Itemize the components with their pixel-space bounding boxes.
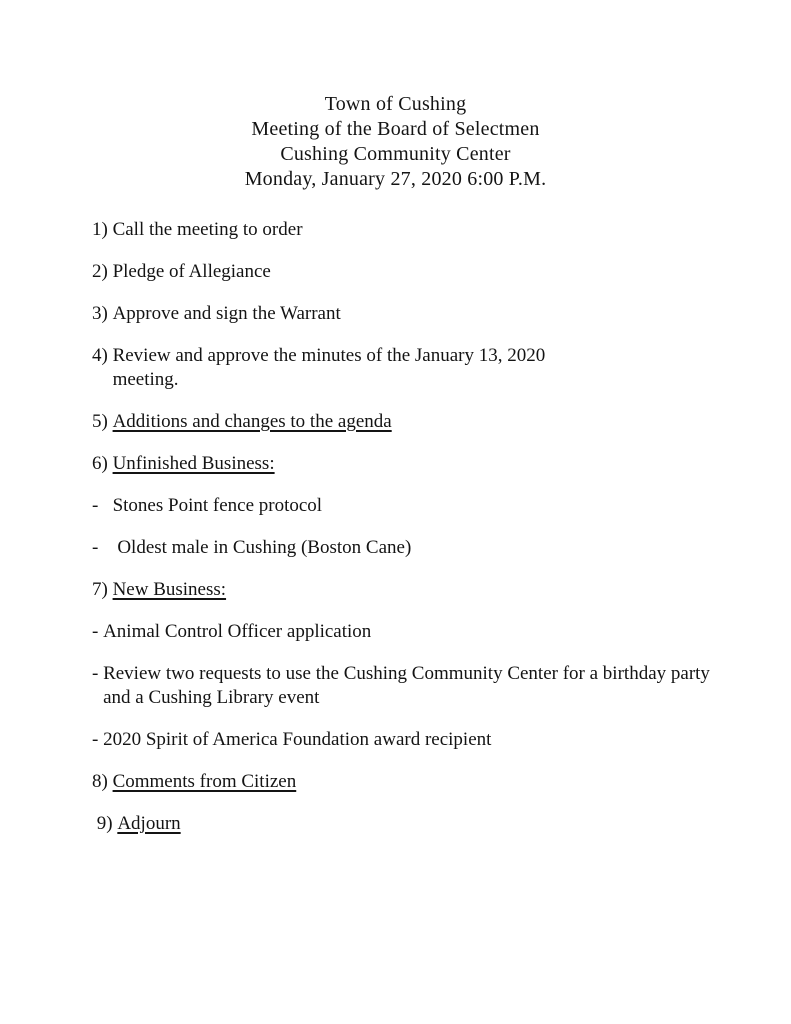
agenda-item-text xyxy=(117,812,743,836)
agenda-item-text xyxy=(113,494,743,518)
agenda-item-text xyxy=(113,578,743,602)
agenda-item-line: Oldest male in Cushing (Boston Cane) xyxy=(117,537,412,558)
agenda-item-marker: - xyxy=(92,495,113,516)
agenda-item xyxy=(92,620,743,644)
agenda-item-text xyxy=(113,218,743,242)
agenda-item-line: and a Cushing Library event xyxy=(103,687,320,708)
header-location: Cushing Community Center xyxy=(280,143,511,165)
agenda-item-line: Stones Point fence protocol xyxy=(112,495,323,516)
agenda-item xyxy=(92,260,743,284)
agenda-item-marker: 6) xyxy=(92,453,113,474)
agenda-item-marker: 8) xyxy=(92,771,113,792)
agenda-item-line: Adjourn xyxy=(117,813,181,834)
header-datetime: Monday, January 27, 2020 6:00 P.M. xyxy=(244,168,547,190)
agenda-item-marker: 9) xyxy=(92,813,118,834)
agenda-item-marker: - xyxy=(92,729,104,750)
agenda-item-text xyxy=(113,770,743,794)
agenda-item-line: Review two requests to use the Cushing Community Center for a birthday party xyxy=(103,663,710,684)
agenda-item-line: meeting. xyxy=(112,369,179,390)
agenda-item-text xyxy=(117,536,743,560)
agenda-item-text xyxy=(113,452,743,476)
agenda-item-marker: 5) xyxy=(92,411,113,432)
agenda-item-line: Animal Control Officer application xyxy=(103,621,372,642)
agenda-item-line: Call the meeting to order xyxy=(112,219,303,240)
agenda-item-line: Comments from Citizen xyxy=(112,771,297,792)
agenda-item-marker: 1) xyxy=(92,219,113,240)
document-header xyxy=(0,0,791,192)
header-subtitle: Meeting of the Board of Selectmen xyxy=(251,118,540,140)
agenda-item-text xyxy=(103,662,743,710)
agenda-item-line: Approve and sign the Warrant xyxy=(112,303,341,324)
agenda-item xyxy=(92,302,743,326)
agenda-item-marker: - xyxy=(92,663,104,684)
agenda-item-text xyxy=(113,302,743,326)
header-title: Town of Cushing xyxy=(324,93,467,115)
agenda-item-line: Unfinished Business: xyxy=(112,453,275,474)
agenda-item-marker: 7) xyxy=(92,579,113,600)
agenda-item-text xyxy=(103,728,743,752)
agenda-item xyxy=(92,662,743,710)
agenda-item-marker: 3) xyxy=(92,303,113,324)
agenda-item-line: Review and approve the minutes of the January 13, 2020 xyxy=(112,345,546,366)
agenda-item-text xyxy=(113,410,743,434)
agenda-item-marker: 2) xyxy=(92,261,113,282)
agenda-item xyxy=(92,536,743,560)
agenda-list xyxy=(92,218,743,836)
agenda-item-line: 2020 Spirit of America Foundation award recipient xyxy=(103,729,492,750)
agenda-item-line: New Business: xyxy=(112,579,227,600)
agenda-item xyxy=(92,452,743,476)
agenda-item xyxy=(92,770,743,794)
agenda-item-text xyxy=(103,620,743,644)
agenda-item xyxy=(92,218,743,242)
agenda-item xyxy=(92,494,743,518)
agenda-item-marker: - xyxy=(92,537,118,558)
agenda-item-marker: 4) xyxy=(92,345,113,366)
agenda-item xyxy=(92,410,743,434)
agenda-item-text xyxy=(113,344,743,392)
agenda-item xyxy=(92,812,743,836)
agenda-item xyxy=(92,344,743,392)
agenda-item xyxy=(92,578,743,602)
agenda-item-line: Pledge of Allegiance xyxy=(112,261,271,282)
agenda-item-line: Additions and changes to the agenda xyxy=(112,411,392,432)
agenda-item-text xyxy=(113,260,743,284)
agenda-item xyxy=(92,728,743,752)
agenda-item-marker: - xyxy=(92,621,104,642)
